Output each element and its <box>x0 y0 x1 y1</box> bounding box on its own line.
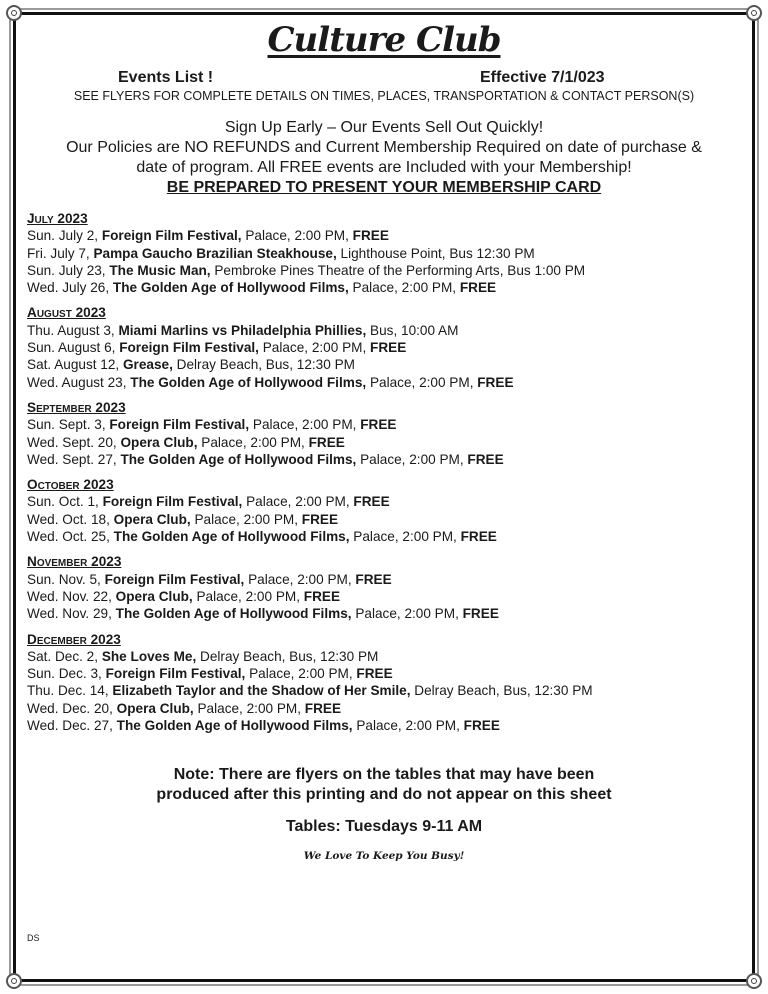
event-free-badge: FREE <box>477 374 514 390</box>
event-details: Palace, 2:00 PM, <box>348 280 460 296</box>
event-free-badge: FREE <box>467 451 504 467</box>
event-details: Palace, 2:00 PM, <box>193 700 305 716</box>
policy-line: Our Policies are NO REFUNDS and Current Membership Required on date of purchase & <box>66 139 702 156</box>
event-name: Elizabeth Taylor and the Shadow of Her Smile, <box>112 683 411 699</box>
event-date: Sun. August 6, <box>27 340 120 356</box>
event-row <box>27 451 747 468</box>
tables-schedule: Tables: Tuesdays 9-11 AM <box>285 818 483 835</box>
author-initials: DS <box>27 933 40 943</box>
event-details: Palace, 2:00 PM, <box>244 571 356 587</box>
event-details: Palace, 2:00 PM, <box>190 511 302 527</box>
event-row <box>27 339 747 356</box>
month-heading: September 2023 <box>27 399 126 415</box>
event-date: Sat. Dec. 2, <box>27 648 102 664</box>
event-row <box>27 245 747 262</box>
event-details: Lighthouse Point, Bus 12:30 PM <box>336 245 535 261</box>
event-details: Delray Beach, Bus, 12:30 PM <box>410 683 593 699</box>
event-details: Palace, 2:00 PM, <box>352 718 464 734</box>
event-date: Wed. Dec. 27, <box>27 718 117 734</box>
event-details: Palace, 2:00 PM, <box>241 228 353 244</box>
membership-card-notice: BE PREPARED TO PRESENT YOUR MEMBERSHIP CARD <box>166 179 602 196</box>
event-row <box>27 665 747 682</box>
events-list-heading: Events List ! <box>118 69 214 86</box>
event-date: Wed. Nov. 22, <box>27 588 116 604</box>
event-row <box>27 700 747 717</box>
month-heading: November 2023 <box>27 554 122 570</box>
event-row <box>27 434 747 451</box>
event-date: Thu. August 3, <box>27 322 119 338</box>
event-date: Sun. July 23, <box>27 262 110 278</box>
event-details: Palace, 2:00 PM, <box>249 417 361 433</box>
event-free-badge: FREE <box>360 417 397 433</box>
event-name: The Golden Age of Hollywood Films, <box>113 529 350 545</box>
event-row <box>27 588 747 605</box>
event-name: Foreign Film Festival, <box>119 340 259 356</box>
month-section <box>27 210 747 296</box>
month-heading: August 2023 <box>27 305 106 321</box>
event-name: Opera Club, <box>116 700 194 716</box>
event-date: Wed. Nov. 29, <box>27 606 116 622</box>
event-name: Foreign Film Festival, <box>105 666 246 682</box>
month-section <box>27 553 747 622</box>
event-free-badge: FREE <box>301 511 339 527</box>
event-name: The Golden Age of Hollywood Films, <box>130 374 367 390</box>
event-date: Wed. Oct. 25, <box>27 529 114 545</box>
event-details: Bus, 10:00 AM <box>366 322 459 338</box>
event-free-badge: FREE <box>460 529 497 545</box>
event-details: Palace, 2:00 PM, <box>356 451 468 467</box>
event-date: Fri. July 7, <box>27 245 94 261</box>
event-date: Sat. August 12, <box>27 357 123 373</box>
event-name: The Golden Age of Hollywood Films, <box>112 280 349 296</box>
event-name: The Golden Age of Hollywood Films, <box>115 606 352 622</box>
effective-date: Effective 7/1/023 <box>480 69 605 86</box>
event-row <box>27 322 747 339</box>
event-row <box>27 356 747 373</box>
event-name: The Golden Age of Hollywood Films, <box>116 718 353 734</box>
event-row <box>27 262 747 279</box>
document-title: Culture Club <box>267 20 501 60</box>
event-details: Palace, 2:00 PM, <box>258 340 371 356</box>
event-name: The Golden Age of Hollywood Films, <box>120 451 357 467</box>
event-free-badge: FREE <box>308 434 345 450</box>
flyers-note <box>0 765 768 805</box>
event-date: Wed. July 26, <box>27 280 113 296</box>
month-heading: December 2023 <box>27 631 121 647</box>
event-free-badge: FREE <box>462 606 499 622</box>
event-name: Foreign Film Festival, <box>101 228 242 244</box>
event-date: Wed. Dec. 20, <box>27 700 117 716</box>
event-name: Miami Marlins vs Philadelphia Phillies, <box>118 322 367 338</box>
corner-ornament-icon <box>6 5 22 21</box>
document-title-container <box>0 20 768 60</box>
event-free-badge: FREE <box>352 228 389 244</box>
event-name: Pampa Gaucho Brazilian Steakhouse, <box>93 245 337 261</box>
event-name: Opera Club, <box>113 511 191 527</box>
event-date: Wed. August 23, <box>27 374 131 390</box>
event-date: Sun. July 2, <box>27 228 102 244</box>
event-free-badge: FREE <box>304 700 342 716</box>
event-row <box>27 605 747 622</box>
event-free-badge: FREE <box>370 340 407 356</box>
event-row <box>27 493 747 510</box>
event-free-badge: FREE <box>353 494 390 510</box>
event-date: Wed. Sept. 27, <box>27 451 121 467</box>
event-row <box>27 374 747 391</box>
see-flyers-notice: SEE FLYERS FOR COMPLETE DETAILS ON TIMES, PLACES, TRANSPORTATION & CONTACT PERSON(S) <box>73 89 695 103</box>
event-date: Sun. Dec. 3, <box>27 666 106 682</box>
event-name: Opera Club, <box>120 434 198 450</box>
event-details: Palace, 2:00 PM, <box>245 666 357 682</box>
event-date: Thu. Dec. 14, <box>27 683 113 699</box>
event-row <box>27 717 747 734</box>
event-date: Wed. Oct. 18, <box>27 511 114 527</box>
event-details: Palace, 2:00 PM, <box>192 588 304 604</box>
month-section <box>27 476 747 545</box>
event-name: Foreign Film Festival, <box>102 494 243 510</box>
event-row <box>27 571 747 588</box>
event-row <box>27 279 747 296</box>
event-row <box>27 416 747 433</box>
event-details: Pembroke Pines Theatre of the Performing Arts, Bus 1:00 PM <box>210 262 586 278</box>
note-line: Note: There are flyers on the tables that may have been <box>173 766 595 783</box>
event-details: Palace, 2:00 PM, <box>351 606 463 622</box>
event-date: Sun. Sept. 3, <box>27 417 110 433</box>
month-section <box>27 399 747 468</box>
event-name: Grease, <box>122 357 173 373</box>
event-date: Wed. Sept. 20, <box>27 434 121 450</box>
event-row <box>27 511 747 528</box>
corner-ornament-icon <box>746 5 762 21</box>
event-details: Palace, 2:00 PM, <box>349 529 461 545</box>
note-line: produced after this printing and do not appear on this sheet <box>156 786 612 803</box>
event-name: She Loves Me, <box>101 648 197 664</box>
event-free-badge: FREE <box>463 718 500 734</box>
event-row <box>27 227 747 244</box>
event-name: The Music Man, <box>109 262 211 278</box>
event-name: Opera Club, <box>115 588 193 604</box>
policy-line: date of program. All FREE events are Included with your Membership! <box>136 159 632 176</box>
event-date: Sun. Oct. 1, <box>27 494 103 510</box>
event-free-badge: FREE <box>355 571 392 587</box>
corner-ornament-icon <box>6 973 22 989</box>
event-row <box>27 528 747 545</box>
event-details: Delray Beach, Bus, 12:30 PM <box>172 357 355 373</box>
event-row <box>27 682 747 699</box>
event-name: Foreign Film Festival, <box>104 571 245 587</box>
event-free-badge: FREE <box>459 280 497 296</box>
event-free-badge: FREE <box>356 666 393 682</box>
event-details: Palace, 2:00 PM, <box>242 494 354 510</box>
event-details: Palace, 2:00 PM, <box>197 434 309 450</box>
events-list <box>27 210 747 734</box>
month-section <box>27 631 747 735</box>
signup-line: Sign Up Early – Our Events Sell Out Quickly! <box>224 119 544 136</box>
corner-ornament-icon <box>746 973 762 989</box>
event-details: Palace, 2:00 PM, <box>366 374 478 390</box>
policy-block <box>0 118 768 198</box>
event-free-badge: FREE <box>303 588 341 604</box>
event-name: Foreign Film Festival, <box>109 417 250 433</box>
event-date: Sun. Nov. 5, <box>27 571 105 587</box>
month-heading: July 2023 <box>27 211 88 226</box>
event-row <box>27 648 747 665</box>
event-details: Delray Beach, Bus, 12:30 PM <box>196 648 379 664</box>
month-section <box>27 304 747 390</box>
month-heading: October 2023 <box>27 477 114 493</box>
tagline: We Love To Keep You Busy! <box>303 850 465 862</box>
